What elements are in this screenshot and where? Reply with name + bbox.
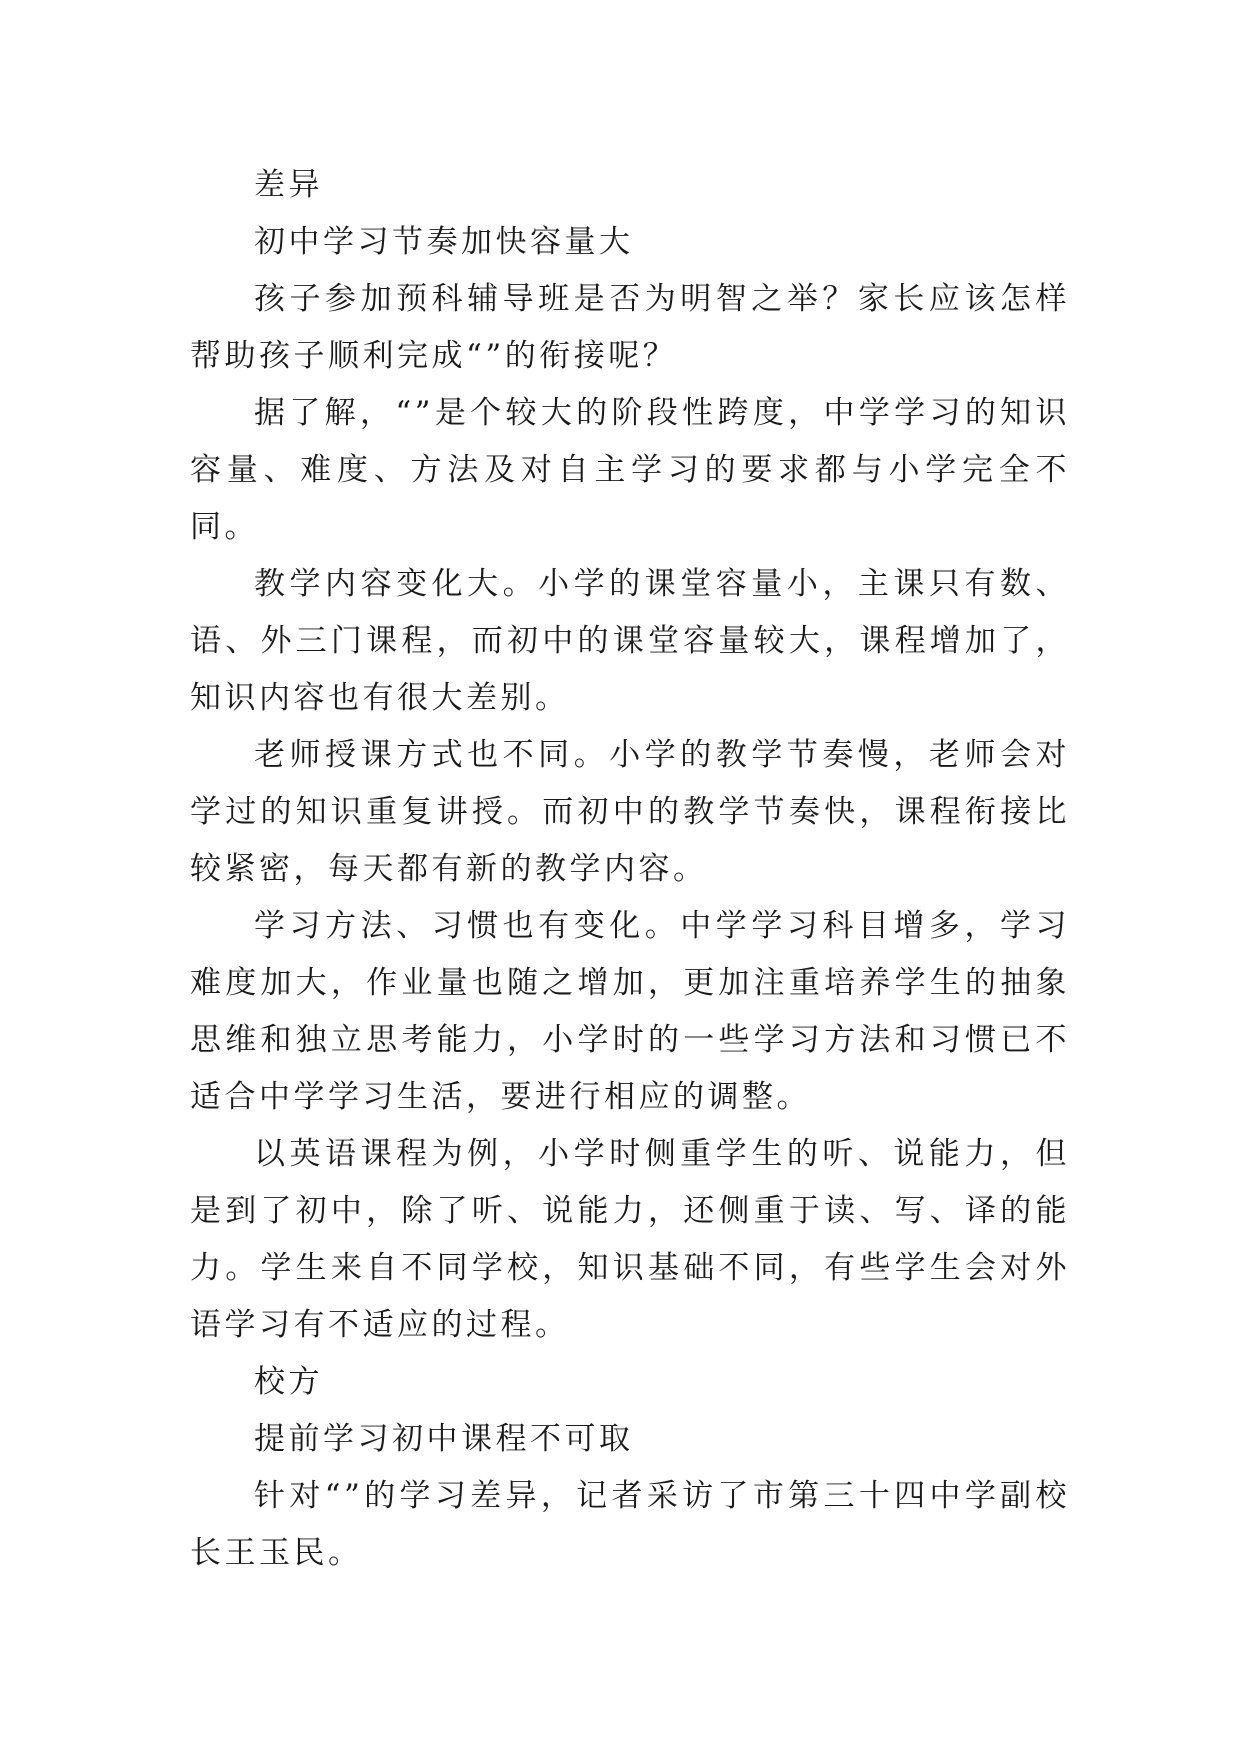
paragraph: 以英语课程为例，小学时侧重学生的听、说能力，但是到了初中，除了听、说能力，还侧重于读、写、译的能力。学生来自不同学校，知识基础不同，有些学生会对外语学习有不适应的过程。: [190, 1136, 1070, 1343]
paragraph: 据了解，“”是个较大的阶段性跨度，中学学习的知识容量、难度、方法及对自主学习的要求都与小学完全不同。: [190, 395, 1070, 545]
paragraph: 学习方法、习惯也有变化。中学学习科目增多，学习难度加大，作业量也随之增加，更加注重培养学生的抽象思维和独立思考能力，小学时的一些学习方法和习惯已不适合中学学习生活，要进行相应的调整。: [190, 908, 1070, 1115]
paragraph: 孩子参加预科辅导班是否为明智之举？家长应该怎样帮助孩子顺利完成“”的衔接呢？: [190, 281, 1070, 374]
section-subheading: 提前学习初中课程不可取: [254, 1421, 634, 1457]
paragraph: 教学内容变化大。小学的课堂容量小，主课只有数、语、外三门课程，而初中的课堂容量较大，课程增加了，知识内容也有很大差别。: [190, 566, 1070, 716]
document-body: [190, 157, 1070, 1582]
section-subheading: 初中学习节奏加快容量大: [254, 224, 634, 260]
section-heading-school: 校方: [254, 1364, 323, 1400]
paragraph: 老师授课方式也不同。小学的教学节奏慢，老师会对学过的知识重复讲授。而初中的教学节奏快，课程衔接比较紧密，每天都有新的教学内容。: [190, 737, 1070, 887]
paragraph: 针对“”的学习差异，记者采访了市第三十四中学副校长王玉民。: [190, 1478, 1070, 1571]
section-heading-difference: 差异: [254, 167, 323, 203]
